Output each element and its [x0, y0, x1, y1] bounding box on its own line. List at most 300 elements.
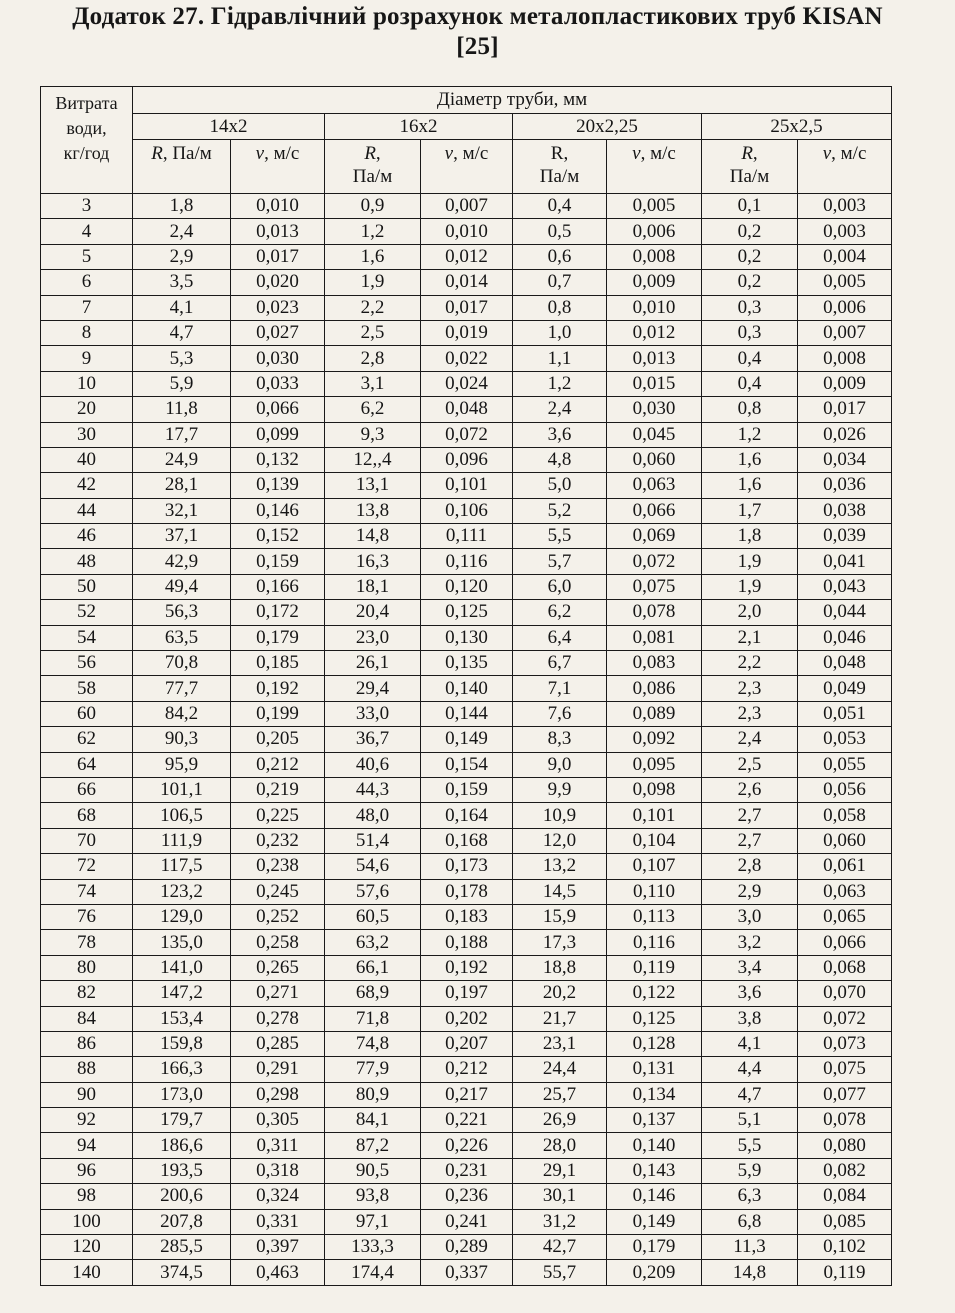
v-cell-25x2-5: 0,061: [798, 854, 892, 879]
v-cell-16x2: 0,207: [421, 1031, 513, 1056]
r-cell-25x2-5: 2,5: [702, 752, 798, 777]
v-cell-25x2-5: 0,082: [798, 1158, 892, 1183]
r-cell-14x2: 11,8: [133, 397, 231, 422]
table-row: [41, 1057, 892, 1082]
v-cell-14x2: 0,172: [231, 600, 325, 625]
v-cell-20x2-25: 0,008: [607, 244, 702, 269]
table-row: [41, 1031, 892, 1056]
table-row: [41, 498, 892, 523]
v-cell-16x2: 0,130: [421, 625, 513, 650]
v-cell-14x2: 0,331: [231, 1209, 325, 1234]
v-cell-16x2: 0,149: [421, 727, 513, 752]
flow-cell: 72: [41, 854, 133, 879]
r-header: [133, 140, 231, 194]
flow-cell: 86: [41, 1031, 133, 1056]
v-cell-20x2-25: 0,013: [607, 346, 702, 371]
r-cell-14x2: 32,1: [133, 498, 231, 523]
table-row: [41, 574, 892, 599]
flow-cell: 70: [41, 828, 133, 853]
v-cell-16x2: 0,120: [421, 574, 513, 599]
r-cell-25x2-5: 6,8: [702, 1209, 798, 1234]
r-cell-25x2-5: 0,3: [702, 295, 798, 320]
r-cell-16x2: 51,4: [325, 828, 421, 853]
r-cell-20x2-25: 5,2: [513, 498, 607, 523]
v-cell-25x2-5: 0,003: [798, 194, 892, 219]
v-cell-16x2: 0,144: [421, 701, 513, 726]
v-cell-16x2: 0,154: [421, 752, 513, 777]
r-cell-14x2: 200,6: [133, 1184, 231, 1209]
table-row: [41, 473, 892, 498]
v-header: [607, 140, 702, 194]
r-cell-25x2-5: 4,1: [702, 1031, 798, 1056]
r-cell-14x2: 49,4: [133, 574, 231, 599]
flow-cell: 44: [41, 498, 133, 523]
r-cell-14x2: 42,9: [133, 549, 231, 574]
v-cell-16x2: 0,241: [421, 1209, 513, 1234]
r-cell-20x2-25: 0,7: [513, 270, 607, 295]
r-cell-25x2-5: 2,2: [702, 651, 798, 676]
v-cell-16x2: 0,111: [421, 524, 513, 549]
v-cell-25x2-5: 0,051: [798, 701, 892, 726]
v-cell-25x2-5: 0,034: [798, 447, 892, 472]
r-cell-25x2-5: 6,3: [702, 1184, 798, 1209]
r-cell-20x2-25: 1,0: [513, 320, 607, 345]
v-cell-16x2: 0,183: [421, 904, 513, 929]
v-cell-20x2-25: 0,030: [607, 397, 702, 422]
flow-cell: 4: [41, 219, 133, 244]
v-cell-25x2-5: 0,055: [798, 752, 892, 777]
r-cell-14x2: 5,9: [133, 371, 231, 396]
v-cell-25x2-5: 0,080: [798, 1133, 892, 1158]
table-row: [41, 371, 892, 396]
v-cell-25x2-5: 0,077: [798, 1082, 892, 1107]
r-cell-25x2-5: 1,8: [702, 524, 798, 549]
flow-cell: 96: [41, 1158, 133, 1183]
r-cell-25x2-5: 14,8: [702, 1260, 798, 1285]
r-cell-14x2: 37,1: [133, 524, 231, 549]
v-cell-25x2-5: 0,006: [798, 295, 892, 320]
title-line-1: Додаток 27. Гідравлічний розрахунок металопластикових труб KISAN: [72, 3, 883, 30]
flow-cell: 62: [41, 727, 133, 752]
flow-cell: 8: [41, 320, 133, 345]
v-cell-20x2-25: 0,009: [607, 270, 702, 295]
v-unit: , м/с: [453, 143, 489, 164]
v-cell-20x2-25: 0,140: [607, 1133, 702, 1158]
r-unit-line2: Па/м: [729, 166, 770, 187]
v-cell-16x2: 0,221: [421, 1108, 513, 1133]
table-row: [41, 651, 892, 676]
v-cell-16x2: 0,168: [421, 828, 513, 853]
v-cell-20x2-25: 0,119: [607, 955, 702, 980]
v-cell-14x2: 0,099: [231, 422, 325, 447]
v-cell-14x2: 0,185: [231, 651, 325, 676]
v-cell-16x2: 0,226: [421, 1133, 513, 1158]
r-cell-25x2-5: 1,9: [702, 549, 798, 574]
v-cell-16x2: 0,096: [421, 447, 513, 472]
r-cell-16x2: 87,2: [325, 1133, 421, 1158]
r-cell-20x2-25: 5,7: [513, 549, 607, 574]
v-cell-14x2: 0,152: [231, 524, 325, 549]
v-cell-14x2: 0,238: [231, 854, 325, 879]
r-cell-14x2: 106,5: [133, 803, 231, 828]
v-cell-16x2: 0,188: [421, 930, 513, 955]
v-cell-20x2-25: 0,015: [607, 371, 702, 396]
r-cell-16x2: 77,9: [325, 1057, 421, 1082]
r-cell-20x2-25: 1,1: [513, 346, 607, 371]
v-cell-16x2: 0,231: [421, 1158, 513, 1183]
table-row: [41, 1158, 892, 1183]
r-cell-14x2: 77,7: [133, 676, 231, 701]
v-cell-16x2: 0,007: [421, 194, 513, 219]
v-cell-20x2-25: 0,069: [607, 524, 702, 549]
table-row: [41, 1184, 892, 1209]
r-cell-16x2: 1,9: [325, 270, 421, 295]
r-cell-20x2-25: 20,2: [513, 981, 607, 1006]
v-cell-20x2-25: 0,012: [607, 320, 702, 345]
v-cell-25x2-5: 0,038: [798, 498, 892, 523]
v-cell-14x2: 0,146: [231, 498, 325, 523]
r-cell-25x2-5: 0,4: [702, 371, 798, 396]
v-cell-20x2-25: 0,143: [607, 1158, 702, 1183]
r-cell-25x2-5: 3,2: [702, 930, 798, 955]
flow-cell: 52: [41, 600, 133, 625]
table-row: [41, 930, 892, 955]
r-cell-20x2-25: 21,7: [513, 1006, 607, 1031]
r-cell-25x2-5: 2,0: [702, 600, 798, 625]
v-header: [231, 140, 325, 194]
v-cell-14x2: 0,298: [231, 1082, 325, 1107]
table-row: [41, 854, 892, 879]
flow-cell: 68: [41, 803, 133, 828]
flow-cell: 9: [41, 346, 133, 371]
r-cell-16x2: 14,8: [325, 524, 421, 549]
r-cell-16x2: 18,1: [325, 574, 421, 599]
v-cell-16x2: 0,106: [421, 498, 513, 523]
v-cell-14x2: 0,205: [231, 727, 325, 752]
r-symbol: R: [364, 143, 376, 164]
v-cell-20x2-25: 0,078: [607, 600, 702, 625]
flow-cell: 120: [41, 1235, 133, 1260]
v-cell-25x2-5: 0,075: [798, 1057, 892, 1082]
r-cell-16x2: 68,9: [325, 981, 421, 1006]
table-row: [41, 1108, 892, 1133]
r-symbol: R: [151, 143, 163, 164]
flow-header: [41, 87, 133, 194]
r-cell-14x2: 166,3: [133, 1057, 231, 1082]
v-cell-14x2: 0,318: [231, 1158, 325, 1183]
r-cell-25x2-5: 3,4: [702, 955, 798, 980]
r-cell-14x2: 84,2: [133, 701, 231, 726]
r-cell-14x2: 123,2: [133, 879, 231, 904]
v-cell-16x2: 0,173: [421, 854, 513, 879]
r-cell-20x2-25: 10,9: [513, 803, 607, 828]
r-cell-14x2: 285,5: [133, 1235, 231, 1260]
v-cell-14x2: 0,265: [231, 955, 325, 980]
v-cell-14x2: 0,179: [231, 625, 325, 650]
table-row: [41, 1235, 892, 1260]
table-row: [41, 1209, 892, 1234]
v-cell-14x2: 0,397: [231, 1235, 325, 1260]
v-cell-14x2: 0,311: [231, 1133, 325, 1158]
v-cell-25x2-5: 0,026: [798, 422, 892, 447]
v-cell-14x2: 0,033: [231, 371, 325, 396]
r-cell-16x2: 174,4: [325, 1260, 421, 1285]
r-cell-20x2-25: 12,0: [513, 828, 607, 853]
r-cell-16x2: 66,1: [325, 955, 421, 980]
v-cell-20x2-25: 0,081: [607, 625, 702, 650]
table-row: [41, 346, 892, 371]
v-cell-25x2-5: 0,036: [798, 473, 892, 498]
r-cell-25x2-5: 5,1: [702, 1108, 798, 1133]
table-row: [41, 803, 892, 828]
v-cell-16x2: 0,159: [421, 777, 513, 802]
v-cell-20x2-25: 0,146: [607, 1184, 702, 1209]
flow-cell: 100: [41, 1209, 133, 1234]
v-cell-16x2: 0,217: [421, 1082, 513, 1107]
v-cell-20x2-25: 0,092: [607, 727, 702, 752]
v-cell-16x2: 0,010: [421, 219, 513, 244]
flow-header-line3: кг/год: [63, 143, 110, 163]
flow-cell: 58: [41, 676, 133, 701]
r-cell-25x2-5: 2,4: [702, 727, 798, 752]
table-row: [41, 828, 892, 853]
v-cell-20x2-25: 0,101: [607, 803, 702, 828]
r-cell-16x2: 48,0: [325, 803, 421, 828]
v-cell-16x2: 0,236: [421, 1184, 513, 1209]
v-cell-14x2: 0,271: [231, 981, 325, 1006]
r-cell-14x2: 147,2: [133, 981, 231, 1006]
v-header: [798, 140, 892, 194]
r-cell-16x2: 1,2: [325, 219, 421, 244]
v-cell-25x2-5: 0,053: [798, 727, 892, 752]
pipe-size-header: 20x2,25: [513, 114, 702, 140]
v-cell-20x2-25: 0,005: [607, 194, 702, 219]
table-row: [41, 524, 892, 549]
r-cell-16x2: 54,6: [325, 854, 421, 879]
v-cell-20x2-25: 0,113: [607, 904, 702, 929]
r-cell-16x2: 9,3: [325, 422, 421, 447]
r-cell-25x2-5: 2,7: [702, 803, 798, 828]
flow-cell: 140: [41, 1260, 133, 1285]
r-cell-25x2-5: 2,7: [702, 828, 798, 853]
table-row: [41, 549, 892, 574]
flow-cell: 42: [41, 473, 133, 498]
v-cell-16x2: 0,125: [421, 600, 513, 625]
r-cell-20x2-25: 0,5: [513, 219, 607, 244]
flow-cell: 30: [41, 422, 133, 447]
table-row: [41, 1006, 892, 1031]
r-symbol: R: [550, 143, 564, 164]
r-cell-14x2: 111,9: [133, 828, 231, 853]
r-cell-20x2-25: 23,1: [513, 1031, 607, 1056]
r-cell-20x2-25: 25,7: [513, 1082, 607, 1107]
v-cell-14x2: 0,139: [231, 473, 325, 498]
v-cell-16x2: 0,135: [421, 651, 513, 676]
r-cell-16x2: 97,1: [325, 1209, 421, 1234]
table-row: [41, 1133, 892, 1158]
v-unit: , м/с: [264, 143, 300, 164]
r-cell-14x2: 117,5: [133, 854, 231, 879]
r-cell-16x2: 36,7: [325, 727, 421, 752]
r-cell-16x2: 1,6: [325, 244, 421, 269]
r-unit: , Па/м: [162, 143, 212, 164]
r-cell-25x2-5: 5,9: [702, 1158, 798, 1183]
r-cell-14x2: 179,7: [133, 1108, 231, 1133]
v-cell-20x2-25: 0,125: [607, 1006, 702, 1031]
r-cell-14x2: 63,5: [133, 625, 231, 650]
flow-cell: 94: [41, 1133, 133, 1158]
table-row: [41, 701, 892, 726]
r-header: [513, 140, 607, 194]
r-cell-25x2-5: 1,7: [702, 498, 798, 523]
v-cell-25x2-5: 0,004: [798, 244, 892, 269]
r-cell-25x2-5: 4,4: [702, 1057, 798, 1082]
r-cell-16x2: 44,3: [325, 777, 421, 802]
table-row: [41, 397, 892, 422]
r-cell-20x2-25: 31,2: [513, 1209, 607, 1234]
v-cell-14x2: 0,017: [231, 244, 325, 269]
r-cell-14x2: 2,9: [133, 244, 231, 269]
r-cell-25x2-5: 2,8: [702, 854, 798, 879]
v-cell-14x2: 0,324: [231, 1184, 325, 1209]
r-cell-25x2-5: 0,2: [702, 219, 798, 244]
v-symbol: v: [255, 143, 265, 164]
r-cell-25x2-5: 0,8: [702, 397, 798, 422]
v-cell-14x2: 0,245: [231, 879, 325, 904]
v-cell-14x2: 0,159: [231, 549, 325, 574]
r-cell-20x2-25: 6,0: [513, 574, 607, 599]
r-cell-14x2: 24,9: [133, 447, 231, 472]
r-cell-14x2: 3,5: [133, 270, 231, 295]
v-cell-20x2-25: 0,075: [607, 574, 702, 599]
r-cell-14x2: 129,0: [133, 904, 231, 929]
r-cell-14x2: 173,0: [133, 1082, 231, 1107]
r-cell-25x2-5: 2,1: [702, 625, 798, 650]
r-cell-14x2: 90,3: [133, 727, 231, 752]
flow-cell: 90: [41, 1082, 133, 1107]
r-cell-20x2-25: 5,0: [513, 473, 607, 498]
r-cell-14x2: 374,5: [133, 1260, 231, 1285]
v-cell-16x2: 0,048: [421, 397, 513, 422]
v-cell-16x2: 0,140: [421, 676, 513, 701]
pipe-size-header: 16x2: [325, 114, 513, 140]
v-cell-14x2: 0,192: [231, 676, 325, 701]
v-symbol: v: [632, 143, 641, 164]
v-cell-14x2: 0,013: [231, 219, 325, 244]
r-cell-14x2: 159,8: [133, 1031, 231, 1056]
v-cell-20x2-25: 0,116: [607, 930, 702, 955]
r-cell-16x2: 133,3: [325, 1235, 421, 1260]
table-row: [41, 600, 892, 625]
table-row: [41, 1082, 892, 1107]
flow-cell: 7: [41, 295, 133, 320]
r-cell-14x2: 135,0: [133, 930, 231, 955]
r-cell-25x2-5: 0,2: [702, 270, 798, 295]
flow-cell: 6: [41, 270, 133, 295]
v-cell-20x2-25: 0,072: [607, 549, 702, 574]
r-unit: ,: [563, 143, 569, 164]
table-row: [41, 727, 892, 752]
v-cell-20x2-25: 0,010: [607, 295, 702, 320]
table-body: [41, 194, 892, 1286]
table-row: [41, 320, 892, 345]
r-cell-20x2-25: 6,2: [513, 600, 607, 625]
r-cell-20x2-25: 13,2: [513, 854, 607, 879]
v-cell-16x2: 0,337: [421, 1260, 513, 1285]
v-cell-25x2-5: 0,070: [798, 981, 892, 1006]
r-cell-20x2-25: 8,3: [513, 727, 607, 752]
r-cell-20x2-25: 0,4: [513, 194, 607, 219]
r-cell-16x2: 71,8: [325, 1006, 421, 1031]
r-cell-14x2: 207,8: [133, 1209, 231, 1234]
flow-cell: 3: [41, 194, 133, 219]
flow-cell: 40: [41, 447, 133, 472]
v-cell-20x2-25: 0,095: [607, 752, 702, 777]
r-cell-14x2: 2,4: [133, 219, 231, 244]
r-cell-16x2: 57,6: [325, 879, 421, 904]
v-cell-16x2: 0,289: [421, 1235, 513, 1260]
v-cell-25x2-5: 0,009: [798, 371, 892, 396]
v-cell-16x2: 0,116: [421, 549, 513, 574]
r-cell-25x2-5: 5,5: [702, 1133, 798, 1158]
v-unit: , м/с: [640, 143, 676, 164]
v-cell-14x2: 0,010: [231, 194, 325, 219]
r-cell-20x2-25: 15,9: [513, 904, 607, 929]
r-unit: ,: [375, 143, 381, 164]
r-cell-25x2-5: 1,6: [702, 447, 798, 472]
v-cell-25x2-5: 0,049: [798, 676, 892, 701]
table-row: [41, 752, 892, 777]
v-cell-14x2: 0,278: [231, 1006, 325, 1031]
table-row: [41, 625, 892, 650]
r-cell-14x2: 5,3: [133, 346, 231, 371]
r-cell-25x2-5: 2,9: [702, 879, 798, 904]
v-cell-25x2-5: 0,066: [798, 930, 892, 955]
r-cell-25x2-5: 3,6: [702, 981, 798, 1006]
v-cell-16x2: 0,072: [421, 422, 513, 447]
r-cell-16x2: 80,9: [325, 1082, 421, 1107]
flow-cell: 84: [41, 1006, 133, 1031]
pipe-size-header: 25x2,5: [702, 114, 892, 140]
v-cell-25x2-5: 0,046: [798, 625, 892, 650]
r-unit-line2: Па/м: [352, 166, 393, 187]
v-cell-25x2-5: 0,043: [798, 574, 892, 599]
v-cell-25x2-5: 0,003: [798, 219, 892, 244]
v-cell-14x2: 0,463: [231, 1260, 325, 1285]
r-cell-16x2: 3,1: [325, 371, 421, 396]
r-cell-16x2: 26,1: [325, 651, 421, 676]
v-cell-14x2: 0,030: [231, 346, 325, 371]
v-cell-25x2-5: 0,041: [798, 549, 892, 574]
r-cell-20x2-25: 0,8: [513, 295, 607, 320]
v-cell-25x2-5: 0,063: [798, 879, 892, 904]
v-cell-14x2: 0,291: [231, 1057, 325, 1082]
v-cell-14x2: 0,166: [231, 574, 325, 599]
v-cell-14x2: 0,258: [231, 930, 325, 955]
v-cell-14x2: 0,027: [231, 320, 325, 345]
r-cell-20x2-25: 3,6: [513, 422, 607, 447]
r-cell-16x2: 93,8: [325, 1184, 421, 1209]
table-row: [41, 270, 892, 295]
v-cell-25x2-5: 0,017: [798, 397, 892, 422]
flow-cell: 50: [41, 574, 133, 599]
v-cell-25x2-5: 0,072: [798, 1006, 892, 1031]
table-row: [41, 879, 892, 904]
v-cell-25x2-5: 0,102: [798, 1235, 892, 1260]
table-row: [41, 447, 892, 472]
v-cell-14x2: 0,020: [231, 270, 325, 295]
r-cell-14x2: 1,8: [133, 194, 231, 219]
